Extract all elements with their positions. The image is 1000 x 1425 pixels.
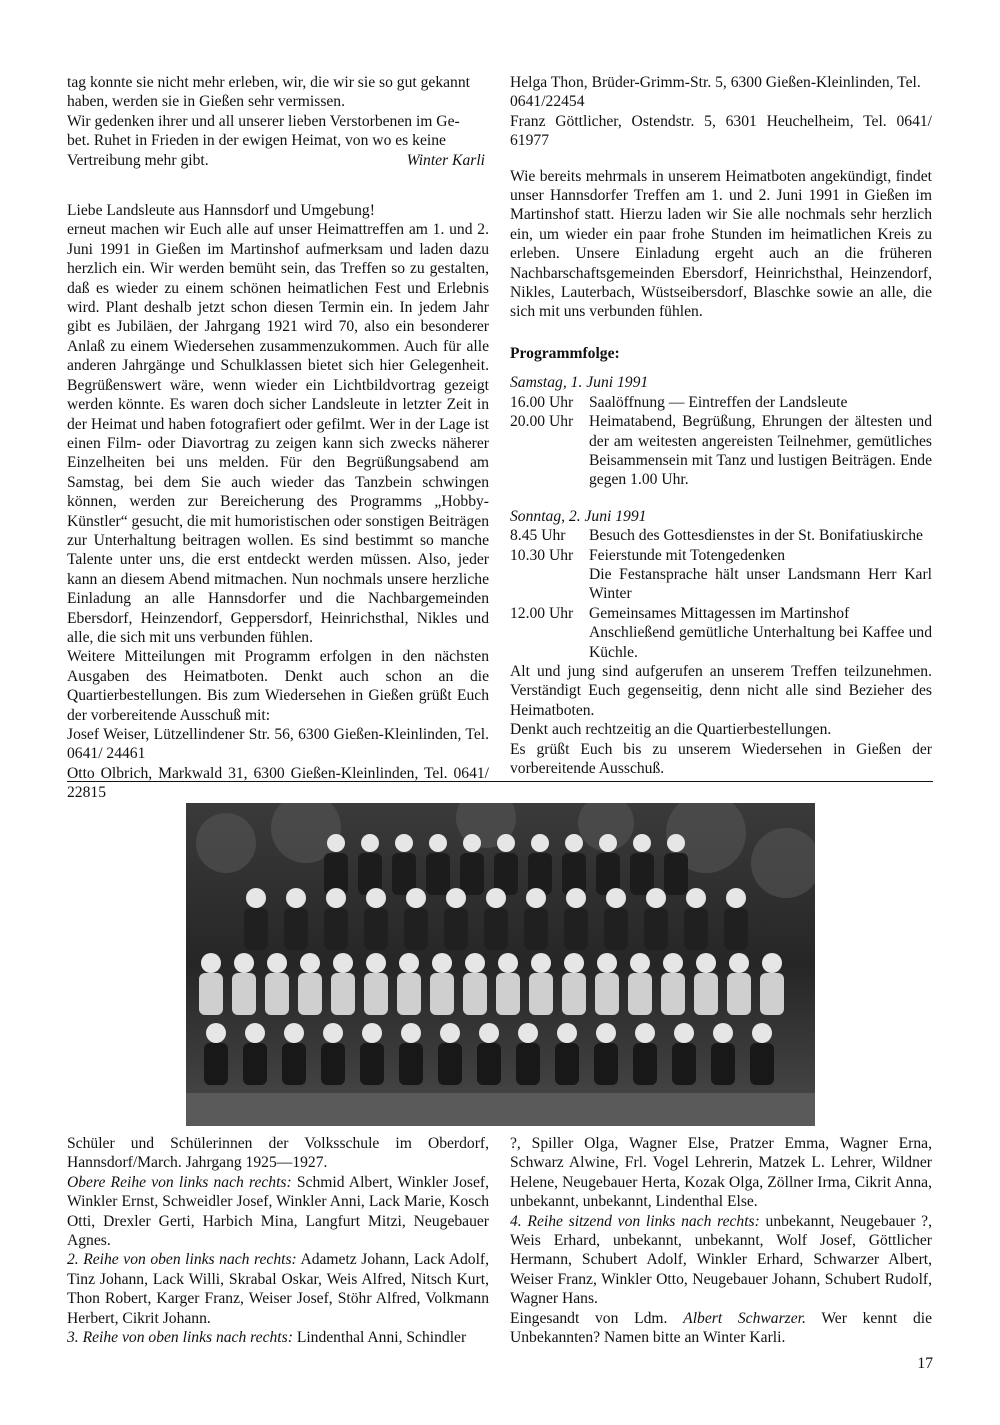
person-head	[486, 888, 506, 908]
person-figure	[364, 973, 388, 1015]
person-figure	[727, 973, 751, 1015]
person-head	[566, 888, 586, 908]
person-figure	[232, 973, 256, 1015]
person-head	[729, 953, 749, 973]
person-head	[201, 953, 221, 973]
person-head	[429, 834, 447, 852]
schedule-text: Feierstunde mit Totengedenken	[589, 546, 786, 564]
contact-thon: Helga Thon, Brüder-Grimm-Str. 5, 6300 Gießen-Kleinlinden, Tel. 0641/22454	[510, 74, 921, 111]
schedule-text: Heimatabend, Begrüßung, Ehrungen der ältesten und der am weitesten angereisten Teilnehmer, gemütliches Beisammensein mit Tanz und lustigen Beiträgen. Ende gegen 1.00 Uhr.	[589, 413, 932, 489]
person-figure	[484, 908, 508, 950]
person-figure	[633, 1043, 657, 1085]
person-head	[206, 1023, 226, 1043]
person-head	[446, 888, 466, 908]
schedule-time: 20.00 Uhr	[510, 413, 574, 431]
section-divider	[67, 781, 933, 782]
person-head	[599, 834, 617, 852]
person-head	[246, 888, 266, 908]
intro-line-2: haben, werden sie in Gießen sehr vermissen.	[67, 93, 345, 111]
person-head	[399, 953, 419, 973]
person-figure	[528, 853, 552, 895]
program-heading: Programmfolge:	[510, 344, 620, 362]
signature: Winter Karli	[406, 151, 485, 169]
person-head	[762, 953, 782, 973]
person-figure	[604, 908, 628, 950]
sender-prefix: Eingesandt von Ldm.	[510, 1309, 668, 1327]
person-head	[752, 1023, 772, 1043]
caption-left	[67, 1134, 489, 1347]
schedule-text: Besuch des Gottesdienstes in der St. Bonifatiuskirche	[589, 527, 923, 545]
person-figure	[661, 973, 685, 1015]
contact-goettlicher: Franz Göttlicher, Ostendstr. 5, 6301 Heuchelheim, Tel. 0641/ 61977	[510, 112, 932, 150]
caption-row-4-names: unbekannt, Neugebauer ?, Weis Erhard, unbekannt, unbekannt, Wolf Josef, Göttlicher Hermann, Schubert Adolf, Winkler Erhard, Schwarzer Albert, Weiser Franz, Winkler Otto, Neugebauer Johann, Schubert Rudolf, Wagner Hans.	[510, 1212, 932, 1308]
person-figure	[564, 908, 588, 950]
person-figure	[438, 1043, 462, 1085]
person-figure	[426, 853, 450, 895]
person-figure	[298, 973, 322, 1015]
person-head	[531, 834, 549, 852]
person-figure	[595, 973, 619, 1015]
day-2-label: Sonntag, 2. Juni 1991	[510, 507, 647, 525]
person-head	[362, 1023, 382, 1043]
person-head	[498, 953, 518, 973]
person-head	[479, 1023, 499, 1043]
person-head	[635, 1023, 655, 1043]
person-figure	[672, 1043, 696, 1085]
person-figure	[630, 853, 654, 895]
person-head	[726, 888, 746, 908]
person-figure	[724, 908, 748, 950]
person-figure	[430, 973, 454, 1015]
person-head	[667, 834, 685, 852]
schedule-time: 10.30 Uhr	[510, 546, 574, 564]
person-head	[518, 1023, 538, 1043]
person-figure	[628, 973, 652, 1015]
schedule-row	[510, 526, 932, 545]
schedule-row	[510, 604, 932, 623]
person-figure	[529, 973, 553, 1015]
class-photo-image	[186, 803, 815, 1126]
person-figure	[594, 1043, 618, 1085]
person-head	[713, 1023, 733, 1043]
person-figure	[284, 908, 308, 950]
closing-paragraph: Weitere Mitteilungen mit Programm erfolgen in den nächsten Ausgaben des Heimatboten. Denkt auch schon an die Quartierbestellungen. Bis zum Wiedersehen in Gießen grüßt Euch der vorbereitende Ausschuß mit:	[67, 648, 489, 724]
person-head	[630, 953, 650, 973]
person-head	[557, 1023, 577, 1043]
person-figure	[516, 1043, 540, 1085]
reminder-text: Denkt auch rechtzeitig an die Quartierbestellungen.	[510, 721, 832, 739]
person-figure	[321, 1043, 345, 1085]
caption-sender	[510, 1309, 932, 1348]
intro-line-4: bet. Ruhet in Frieden in der ewigen Heimat, von wo es keine	[67, 132, 446, 150]
caption-row-2	[67, 1250, 489, 1328]
person-figure	[711, 1043, 735, 1085]
person-figure	[331, 973, 355, 1015]
farewell-text: Es grüßt Euch bis zu unserem Wiedersehen in Gießen der vorbereitende Ausschuß.	[510, 740, 932, 777]
person-head	[606, 888, 626, 908]
person-head	[596, 1023, 616, 1043]
person-head	[245, 1023, 265, 1043]
body-paragraph: erneut machen wir Euch alle auf unser Heimattreffen am 1. und 2. Juni 1991 in Gießen im Martinshof aufmerksam und laden dazu herzlich ein. Wir werden bemüht sein, das Treffen so zu gestalten, daß es wieder zu einem schönen heimatlichen Fest und Erlebnis wird. Plant deshalb jetzt schon diesen Termin ein. In jedem Jahr gibt es Jubiläen, der Jahrgang 1921 wird 70, also ein besonderer Anlaß zu einem Wiedersehen zusammenzukommen. Auch für alle anderen Jahrgänge und Schulklassen bietet sich hier Gelegenheit. Begrüßenswert wäre, wenn wieder ein Lichtbildvortrag gezeigt werden könnte. Es waren doch sicher Landsleute in letzter Zeit in der Heimat und haben fotografiert oder gefilmt. Wer in der Lage ist einen Film- oder Diavortrag zu zeigen kann sich zwecks näherer Einzelheiten bei uns melden. Für den Begrüßungsabend am Samstag, bei dem Sie auch wieder das Tanzbein schwingen können, werden zur Bereicherung des Programms „Hobby-Künstler“ gesucht, die mit humoristischen oder sonstigen Beiträgen zur Unterhaltung beitragen wollen. Es sind bestimmt so manche Talente unter uns, die erst entdeckt werden müssen. Also, jeder kann an diesem Abend mitmachen. Nun nochmals unsere herzliche Einladung an alle Hannsdorfer und die Nachbargemeinden Ebersdorf, Heinzendorf, Geppersdorf, Heinrichsthal, Nikles und alle, die sich mit uns verbunden fühlen.	[67, 221, 489, 646]
person-head	[564, 953, 584, 973]
person-head	[463, 834, 481, 852]
contact-olbrich: Otto Olbrich, Markwald 31, 6300 Gießen-Kleinlinden, Tel. 0641/ 22815	[67, 764, 489, 802]
schedule-extra: Die Festansprache hält unser Landsmann Herr Karl Winter	[589, 565, 932, 603]
person-head	[234, 953, 254, 973]
sender-name: Albert Schwarzer.	[683, 1309, 806, 1327]
caption-title: Schüler und Schülerinnen der Volksschule im Oberdorf, Hannsdorf/March. Jahrgang 1925—1927.	[67, 1135, 489, 1172]
contact-weiser: Josef Weiser, Lützellindener Str. 56, 6300 Gießen-Kleinlinden, Tel. 0641/ 24461	[67, 726, 489, 763]
person-head	[440, 1023, 460, 1043]
person-figure	[694, 973, 718, 1015]
person-head	[465, 953, 485, 973]
person-head	[326, 888, 346, 908]
person-head	[284, 1023, 304, 1043]
person-head	[395, 834, 413, 852]
person-figure	[282, 1043, 306, 1085]
person-figure	[750, 1043, 774, 1085]
person-figure	[360, 1043, 384, 1085]
sender-suffix: Wer kennt die Unbekannten? Namen bitte an Winter Karli.	[510, 1309, 933, 1347]
caption-row-3	[67, 1328, 489, 1347]
person-head	[401, 1023, 421, 1043]
person-head	[432, 953, 452, 973]
schedule-row	[510, 546, 932, 565]
person-head	[286, 888, 306, 908]
person-head	[361, 834, 379, 852]
person-head	[323, 1023, 343, 1043]
caption-row-2-label: 2. Reihe von oben links nach rechts:	[67, 1251, 297, 1269]
intro-last-line: Vertreibung mehr gibt.	[67, 151, 209, 169]
left-column	[67, 73, 489, 803]
person-figure	[199, 973, 223, 1015]
caption-row-1-label: Obere Reihe von links nach rechts:	[67, 1173, 292, 1191]
signature-line	[67, 151, 489, 170]
person-head	[366, 888, 386, 908]
caption-row-3-continued: ?, Spiller Olga, Wagner Else, Pratzer Emma, Wagner Erna, Schwarz Alwine, Frl. Vogel Lehrerin, Matzek L. Lehrer, Wildner Helene, Neugebauer Herta, Kozak Olga, Zöllner Irma, Cikrit Anna, unbekannt, unbekannt, Lindenthal Else.	[510, 1135, 932, 1211]
schedule-time: 8.45 Uhr	[510, 527, 566, 545]
caption-row-3-names: Lindenthal Anni, Schindler	[296, 1329, 467, 1347]
person-head	[686, 888, 706, 908]
announcement: Wie bereits mehrmals in unserem Heimatboten angekündigt, findet unser Hannsdorfer Treffen am 1. und 2. Juni 1991 in Gießen im Martinshof statt. Hierzu laden wir Sie alle nochmals sehr herzlich ein, um wieder ein paar frohe Stunden im heimatlichen Kreis zu erleben. Unsere Einladung ergeht auch an die früheren Nachbarschaftsgemeinden Ebersdorf, Heinrichsthal, Heinzendorf, Nikles, Lauterbach, Wüstseibersdorf, Blaschke sowie an alle, die sich mit uns verbunden fühlen.	[510, 167, 932, 321]
person-figure	[324, 908, 348, 950]
person-figure	[364, 908, 388, 950]
person-figure	[496, 973, 520, 1015]
schedule-time: 16.00 Uhr	[510, 393, 574, 411]
greeting: Liebe Landsleute aus Hannsdorf und Umgebung!	[67, 202, 375, 220]
person-figure	[477, 1043, 501, 1085]
schedule-extra: Anschließend gemütliche Unterhaltung bei Kaffee und Küchle.	[589, 624, 932, 661]
caption-row-4	[510, 1212, 932, 1309]
person-figure	[265, 973, 289, 1015]
class-photo	[186, 803, 815, 1126]
caption-right	[510, 1134, 932, 1347]
day-1-label: Samstag, 1. Juni 1991	[510, 374, 649, 392]
person-head	[696, 953, 716, 973]
person-head	[646, 888, 666, 908]
person-figure	[397, 973, 421, 1015]
person-head	[565, 834, 583, 852]
person-head	[674, 1023, 694, 1043]
schedule-text: Saalöffnung — Eintreffen der Landsleute	[589, 393, 848, 411]
schedule-row	[510, 393, 932, 412]
person-figure	[244, 908, 268, 950]
intro-line-1: tag konnte sie nicht mehr erleben, wir, die wir sie so gut gekannt	[67, 74, 470, 91]
intro-line-3: Wir gedenken ihrer und all unserer lieben Verstorbenen im Ge-	[67, 112, 460, 130]
right-column	[510, 73, 932, 778]
schedule-time: 12.00 Uhr	[510, 604, 574, 622]
person-head	[526, 888, 546, 908]
person-head	[497, 834, 515, 852]
person-head	[327, 834, 345, 852]
person-head	[406, 888, 426, 908]
person-head	[366, 953, 386, 973]
page-number: 17	[917, 1355, 933, 1372]
person-head	[267, 953, 287, 973]
person-head	[531, 953, 551, 973]
person-figure	[404, 908, 428, 950]
person-head	[333, 953, 353, 973]
schedule-row	[510, 412, 932, 490]
person-figure	[562, 973, 586, 1015]
caption-row-1-names: Schmid Albert, Winkler Josef, Winkler Ernst, Schweidler Josef, Winkler Anni, Lack Marie, Kosch Otti, Drexler Gerti, Harbich Mina, Langfurt Mitzi, Neugebauer Agnes.	[67, 1173, 489, 1250]
person-figure	[760, 973, 784, 1015]
person-figure	[463, 973, 487, 1015]
person-figure	[524, 908, 548, 950]
person-figure	[664, 853, 688, 895]
person-figure	[243, 1043, 267, 1085]
caption-row-1	[67, 1173, 489, 1251]
person-head	[633, 834, 651, 852]
caption-row-2-names: Adametz Johann, Lack Adolf, Tinz Johann, Lack Willi, Skrabal Oskar, Weis Alfred, Nitsch Kurt, Thon Robert, Karger Franz, Weiser Josef, Stöhr Alfred, Volkmann Herbert, Cikrit Johann.	[67, 1251, 489, 1327]
person-figure	[444, 908, 468, 950]
caption-row-3-label: 3. Reihe von oben links nach rechts:	[67, 1329, 293, 1347]
person-figure	[555, 1043, 579, 1085]
person-figure	[399, 1043, 423, 1085]
person-figure	[460, 853, 484, 895]
closing-text: Alt und jung sind aufgerufen an unserem Treffen teilzunehmen. Verständigt Euch gegenseitig, denn nicht alle sind Bezieher des Heimatboten.	[510, 662, 932, 719]
person-head	[663, 953, 683, 973]
caption-row-4-label: 4. Reihe sitzend von links nach rechts:	[510, 1212, 760, 1230]
person-head	[597, 953, 617, 973]
schedule-text: Gemeinsames Mittagessen im Martinshof	[589, 604, 850, 622]
person-figure	[684, 908, 708, 950]
person-figure	[644, 908, 668, 950]
person-figure	[204, 1043, 228, 1085]
person-head	[300, 953, 320, 973]
